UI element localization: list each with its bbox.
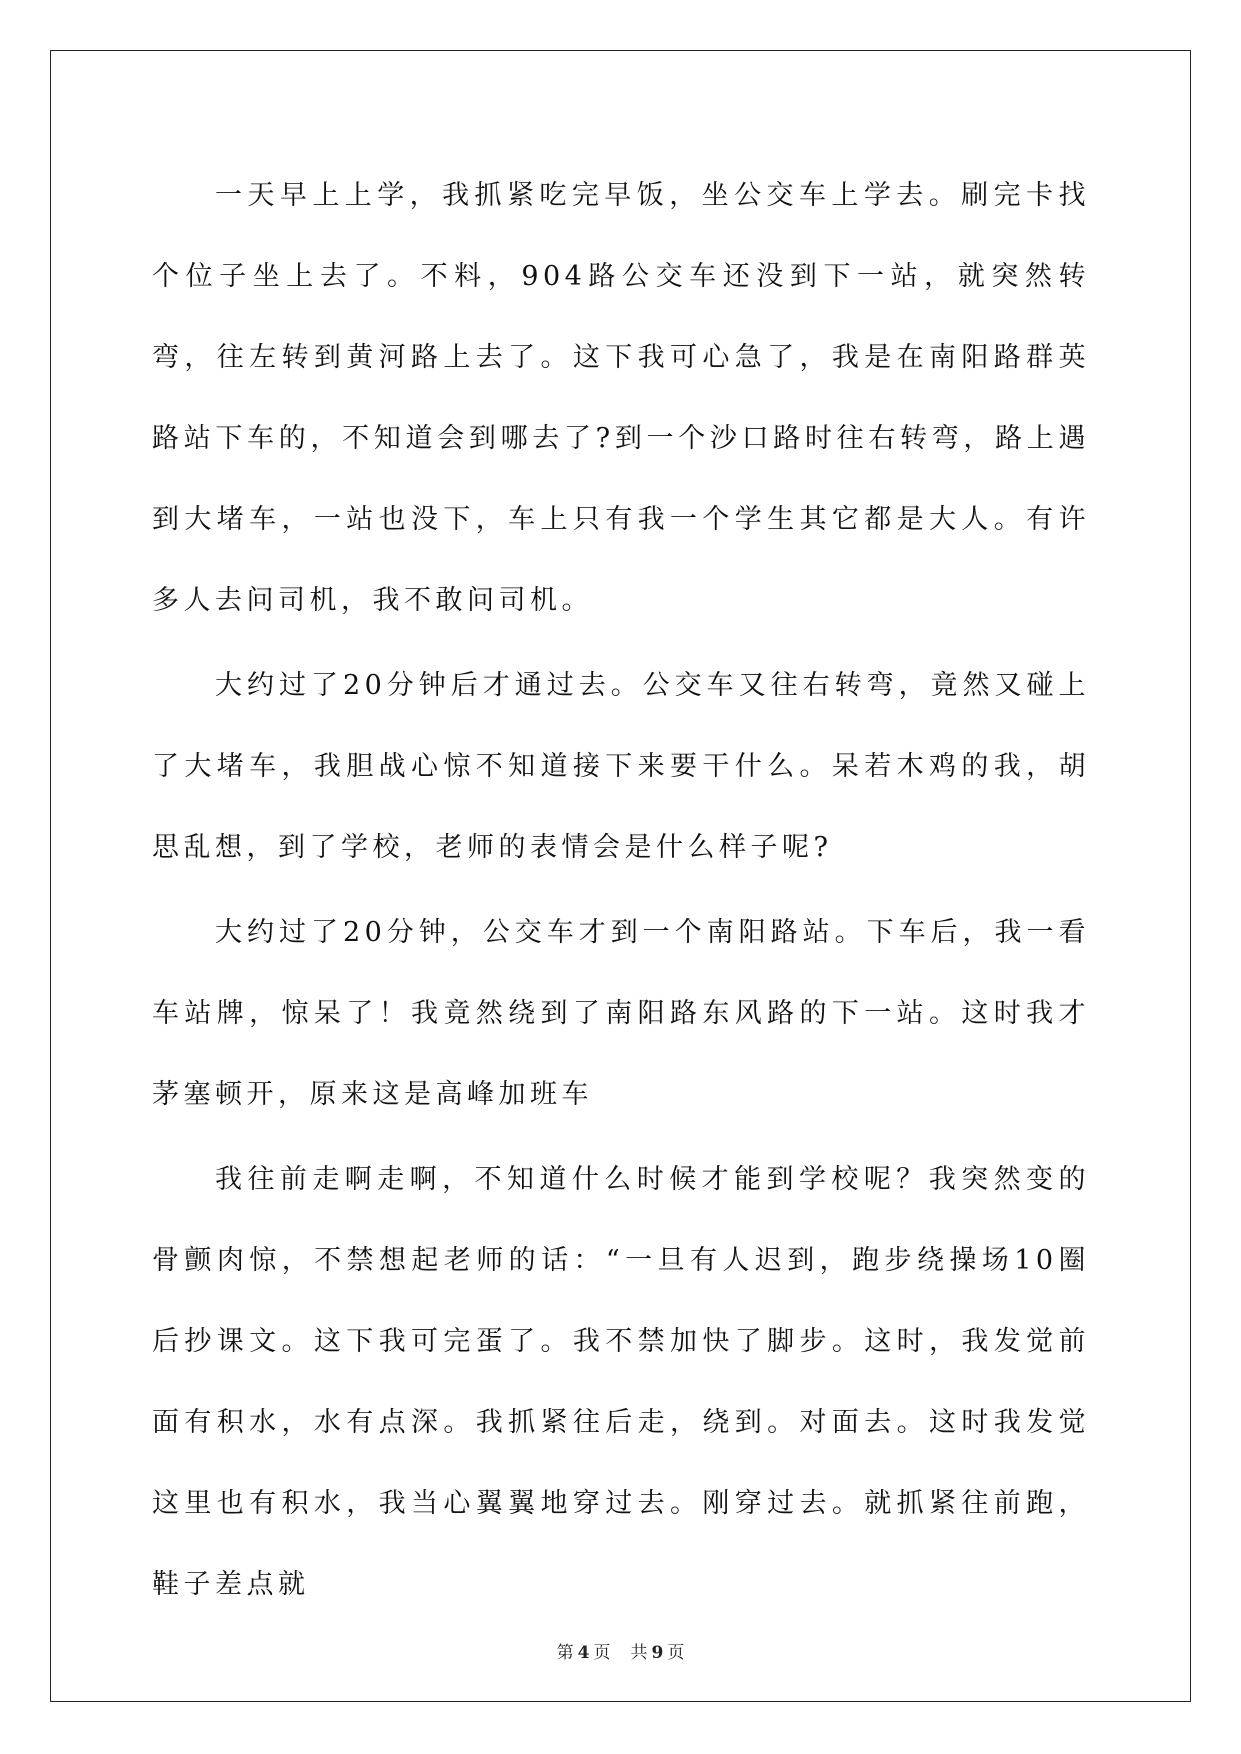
document-body [152, 155, 1090, 1629]
page-footer [0, 1638, 1241, 1663]
total-pages-number: 9 [651, 1643, 664, 1663]
page-suffix: 页 [593, 1643, 611, 1663]
paragraph-1: 一天早上上学，我抓紧吃完早饭，坐公交车上学去。刷完卡找个位子坐上去了。不料，904路公交车还没到下一站，就突然转弯，往左转到黄河路上去了。这下我可心急了，我是在南阳路群英路站下车的，不知道会到哪去了?到一个沙口路时往右转弯，路上遇到大堵车，一站也没下，车上只有我一个学生其它都是大人。有许多人去问司机，我不敢问司机。 [152, 180, 1090, 616]
paragraph-4: 我往前走啊走啊，不知道什么时候才能到学校呢？我突然变的骨颤肉惊，不禁想起老师的话：“一旦有人迟到，跑步绕操场10圈后抄课文。这下我可完蛋了。我不禁加快了脚步。这时，我发觉前面有积水，水有点深。我抓紧往后走，绕到。对面去。这时我发觉这里也有积水，我当心翼翼地穿过去。刚穿过去。就抓紧往前跑，鞋子差点就 [152, 1164, 1090, 1600]
total-suffix: 页 [667, 1643, 685, 1663]
page-prefix: 第 [556, 1643, 574, 1663]
paragraph-2: 大约过了20分钟后才通过去。公交车又往右转弯，竟然又碰上了大堵车，我胆战心惊不知道接下来要干什么。呆若木鸡的我，胡思乱想，到了学校，老师的表情会是什么样子呢? [152, 670, 1090, 863]
paragraph-3: 大约过了20分钟，公交车才到一个南阳路站。下车后，我一看车站牌，惊呆了！我竟然绕到了南阳路东风路的下一站。这时我才茅塞顿开，原来这是高峰加班车 [152, 917, 1090, 1110]
current-page-number: 4 [577, 1643, 590, 1663]
total-prefix: 共 [630, 1643, 648, 1663]
